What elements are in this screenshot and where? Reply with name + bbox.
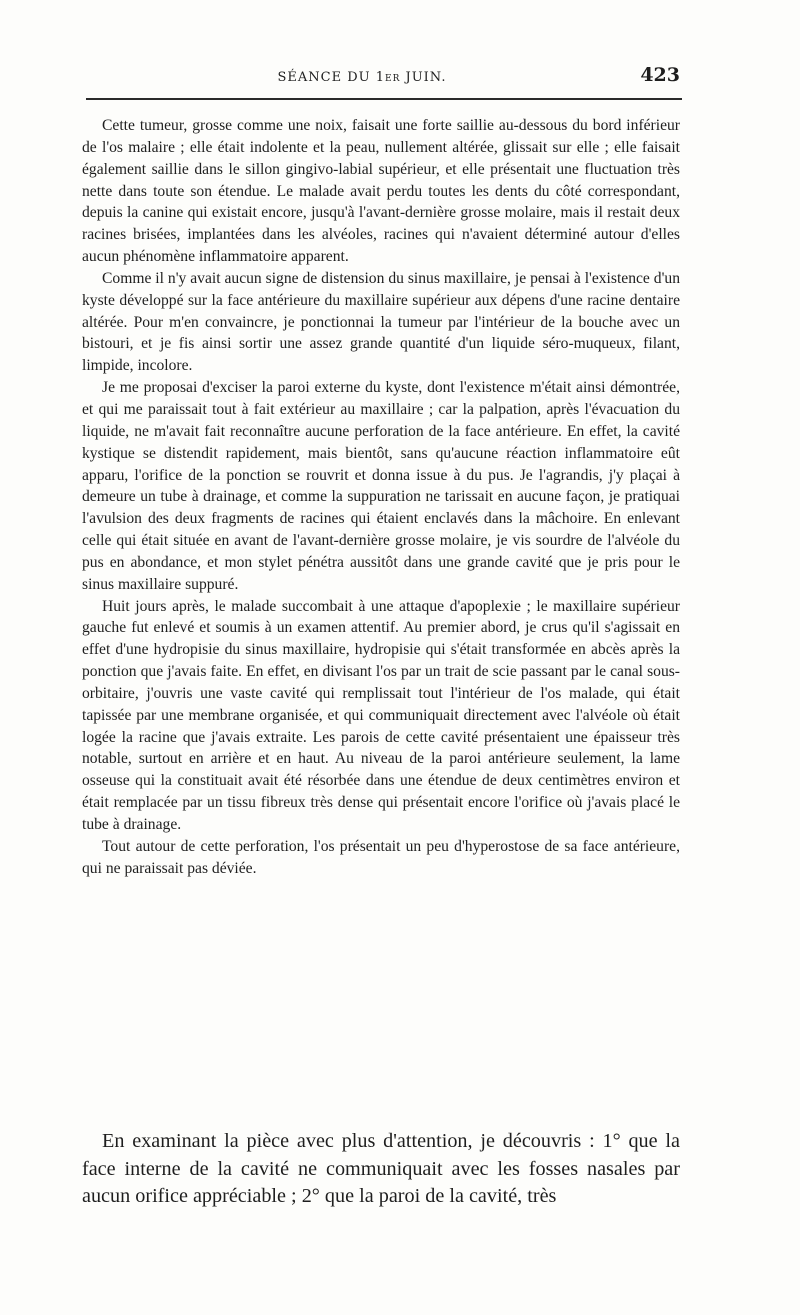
paragraph: Je me proposai d'exciser la paroi externe du kyste, dont l'existence m'était ainsi démontrée, et qui me paraissait tout à fait extérieur au maxillaire ; car la palpation, après l'évacuation du liquide, ne m'avait fait reconnaître aucune perforation de la face antérieure. En effet, la cavité kystique se distendit rapidement, mais bientôt, sans qu'aucune réaction inflammatoire eût apparu, l'orifice de la ponction se rouvrit et donna issue à du pus. Je l'agrandis, j'y plaçai à demeure un tube à drainage, et comme la suppuration ne tarissait en aucune façon, je pratiquai l'avulsion des deux fragments de racines qui étaient enclavés dans la mâchoire. En enlevant celle qui était située en avant de l'avant-dernière grosse molaire, je vis sourdre de l'alvéole du pus en abondance, et mon stylet pénétra aussitôt dans une grande cavité que je pris pour le sinus maxillaire suppuré. <box>82 379 680 593</box>
body-text <box>82 115 680 880</box>
paragraph: Cette tumeur, grosse comme une noix, faisait une forte saillie au-dessous du bord inférieur de l'os malaire ; elle était indolente et la peau, nullement altérée, glissait sur elle ; elle faisait également saillie dans le sillon gingivo-labial supérieur, et elle présentait une fluctuation très nette dans toute son étendue. Le malade avait perdu toutes les dents du côté correspondant, depuis la canine qui existait encore, jusqu'à l'avant-dernière grosse molaire, mais il restait deux racines brisées, implantées dans les alvéoles, racines qui n'avaient déterminé autour d'elles aucun phénomène inflammatoire apparent. <box>82 117 680 266</box>
paragraph: Comme il n'y avait aucun signe de distension du sinus maxillaire, je pensai à l'existence d'un kyste développé sur la face antérieure du maxillaire supérieur aux dépens d'une racine dentaire altérée. Pour m'en convaincre, je ponctionnai la tumeur par l'intérieur de la bouche avec un bistouri, et je fis ainsi sortir une assez grande quantité d'un liquide séro-muqueux, filant, limpide, incolore. <box>82 269 680 375</box>
paragraph: Tout autour de cette perforation, l'os présentait un peu d'hyperostose de sa face antérieure, qui ne paraissait pas déviée. <box>82 837 680 877</box>
paragraph: Huit jours après, le malade succombait à une attaque d'apoplexie ; le maxillaire supérieur gauche fut enlevé et soumis à un examen attentif. Au premier abord, je crus qu'il s'agissait en effet d'une hydropisie du sinus maxillaire, hydropisie qui s'était transformée en abcès après la ponction que j'avais faite. En effet, en divisant l'os par un trait de scie passant par le canal sous-orbitaire, j'ouvris une vaste cavité qui remplissait tout l'intérieur de l'os malade, qui était tapissée par une membrane organisée, et qui communiquait directement avec l'alvéole où était logée la racine que j'avais extraite. Les parois de cette cavité présentaient une épaisseur très notable, surtout en arrière et en haut. Au niveau de la paroi antérieure seulement, la lame osseuse qui la constituait avait été résorbée dans une étendue de deux centimètres environ et était remplacée par un tissu fibreux très dense qui présentait encore l'orifice où j'avais placé le tube à drainage. <box>82 597 680 833</box>
continuation-text <box>82 1128 680 1211</box>
page-header <box>82 58 682 98</box>
running-head: SÉANCE DU 1er JUIN. <box>277 70 447 85</box>
paragraph: En examinant la pièce avec plus d'attention, je découvris : 1° que la face interne de la cavité ne communiquait avec les fosses nasales par aucun orifice appréciable ; 2° que la paroi de la cavité, très <box>82 1130 680 1207</box>
page-number: 423 <box>640 64 680 86</box>
header-rule <box>86 98 682 100</box>
